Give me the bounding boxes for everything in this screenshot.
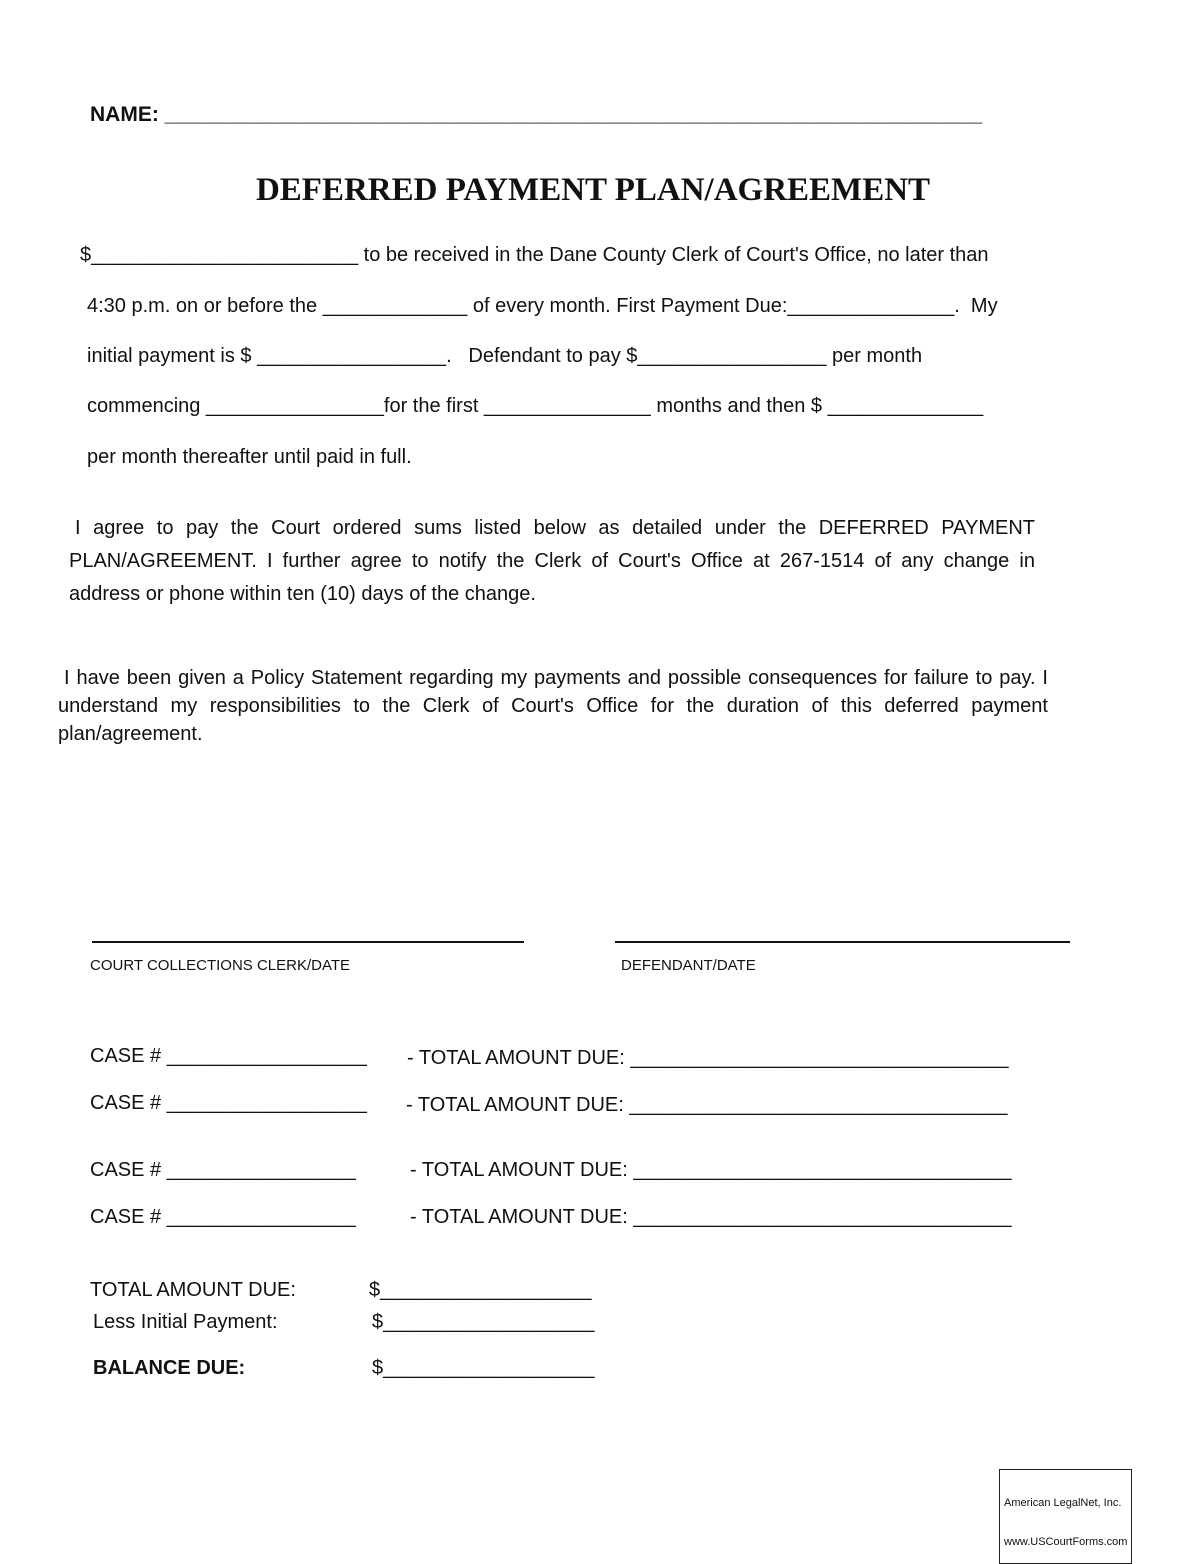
case-number-field[interactable]: CASE # _________________ [90, 1159, 356, 1181]
clerk-signature-label: COURT COLLECTIONS CLERK/DATE [90, 957, 351, 974]
publisher-name: American LegalNet, Inc. [1004, 1497, 1122, 1509]
name-field-line[interactable]: NAME: ______________________________________________________________________ [90, 103, 983, 126]
case-total-field[interactable]: - TOTAL AMOUNT DUE: __________________________________ [410, 1159, 1012, 1181]
case-number-field[interactable]: CASE # __________________ [90, 1045, 367, 1067]
less-initial-payment-label: Less Initial Payment: [93, 1311, 278, 1333]
case-number-field[interactable]: CASE # __________________ [90, 1092, 367, 1114]
agreement-paragraph: I agree to pay the Court ordered sums listed below as detailed under the DEFERRED PAYMENT PLAN/AGREEMENT. I further agree to notify the Clerk of Court's Office at 267-1514 of any change in address or phone within ten (10) days of the change. [69, 517, 1035, 605]
publisher-footer [999, 1469, 1132, 1564]
defendant-signature-line[interactable] [615, 941, 1070, 943]
terms-line-1: $________________________ to be received in the Dane County Clerk of Court's Office, no later than [80, 244, 989, 266]
policy-paragraph: I have been given a Policy Statement regarding my payments and possible consequences for failure to pay. I understand my responsibilities to the Clerk of Court's Office for the duration of this deferred payment plan/agreement. [58, 667, 1048, 745]
terms-line-5: per month thereafter until paid in full. [87, 446, 412, 468]
case-total-field[interactable]: - TOTAL AMOUNT DUE: __________________________________ [406, 1094, 1008, 1116]
case-total-field[interactable]: - TOTAL AMOUNT DUE: __________________________________ [410, 1206, 1012, 1228]
case-total-field[interactable]: - TOTAL AMOUNT DUE: __________________________________ [407, 1047, 1009, 1069]
case-number-field[interactable]: CASE # _________________ [90, 1206, 356, 1228]
terms-line-4: commencing ________________for the first _______________ months and then $ ______________ [87, 395, 984, 417]
terms-line-2: 4:30 p.m. on or before the _____________ of every month. First Payment Due:_______________. My [87, 295, 998, 317]
balance-due-field[interactable]: $___________________ [372, 1357, 595, 1379]
form-title: DEFERRED PAYMENT PLAN/AGREEMENT [255, 172, 931, 208]
terms-line-3: initial payment is $ _________________. Defendant to pay $_________________ per month [87, 345, 923, 367]
total-amount-label: TOTAL AMOUNT DUE: [90, 1279, 296, 1301]
less-initial-payment-field[interactable]: $___________________ [372, 1311, 595, 1333]
defendant-signature-label: DEFENDANT/DATE [621, 957, 756, 974]
balance-due-label: BALANCE DUE: [93, 1357, 246, 1379]
total-amount-field[interactable]: $___________________ [369, 1279, 592, 1301]
publisher-website: www.USCourtForms.com [1004, 1536, 1128, 1548]
clerk-signature-line[interactable] [92, 941, 524, 943]
